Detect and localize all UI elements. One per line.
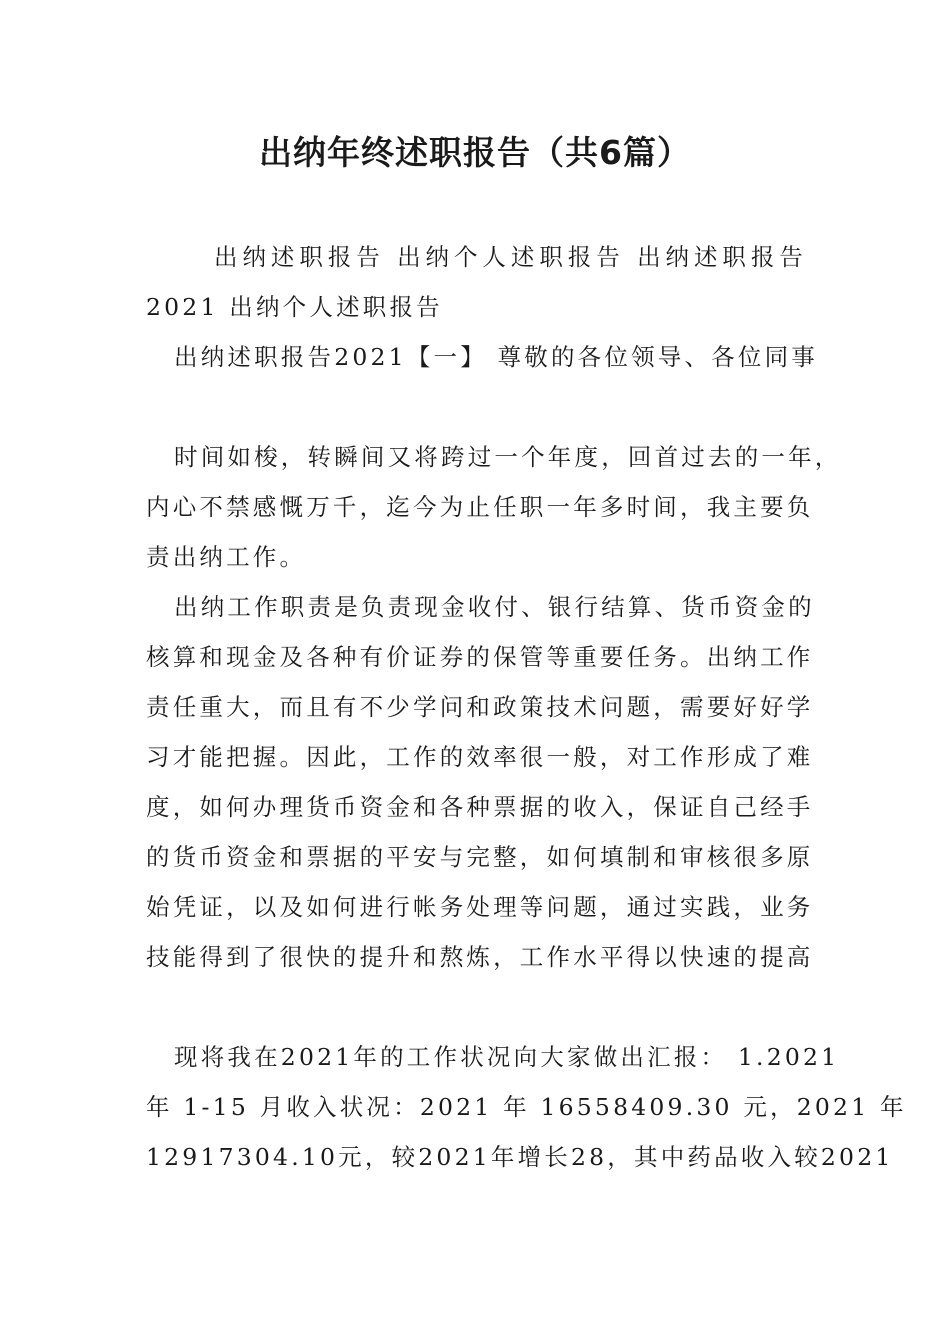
intro-line: 出纳述职报告2021【一】 尊敬的各位领导、各位同事 <box>174 343 818 371</box>
paragraph-line: 核算和现金及各种有价证券的保管等重要任务。出纳工作 <box>146 643 814 671</box>
paragraph-line: 出纳工作职责是负责现金收付、银行结算、货币资金的 <box>174 593 815 621</box>
paragraph-3 <box>146 1032 907 1182</box>
paragraph-line: 责任重大，而且有不少学问和政策技术问题，需要好好学 <box>146 693 814 721</box>
intro-line: 2021 出纳个人述职报告 <box>146 293 443 321</box>
paragraph-line: 始凭证，以及如何进行帐务处理等问题，通过实践，业务 <box>146 893 814 921</box>
paragraph-line: 时间如梭，转瞬间又将跨过一个年度，回首过去的一年， <box>174 443 842 471</box>
paragraph-line: 内心不禁感慨万千，迄今为止任职一年多时间，我主要负 <box>146 493 814 521</box>
paragraph-line: 习才能把握。因此，工作的效率很一般，对工作形成了难 <box>146 743 814 771</box>
paragraph-2 <box>146 582 815 982</box>
paragraph-line: 年 1-15 月收入状况：2021 年 16558409.30 元，2021 年 <box>146 1093 907 1121</box>
intro-block <box>146 232 818 382</box>
intro-line: 出纳述职报告 出纳个人述职报告 出纳述职报告 <box>214 243 806 271</box>
paragraph-line: 12917304.10元，较2021年增长28，其中药品收入较2021 <box>146 1143 894 1171</box>
paragraph-line: 度，如何办理货币资金和各种票据的收入，保证自己经手 <box>146 793 814 821</box>
paragraph-line: 技能得到了很快的提升和熬炼，工作水平得以快速的提高 <box>146 943 814 971</box>
paragraph-line: 现将我在2021年的工作状况向大家做出汇报： 1.2021 <box>174 1043 840 1071</box>
paragraph-line: 责出纳工作。 <box>146 543 307 571</box>
paragraph-line: 的货币资金和票据的平安与完整，如何填制和审核很多原 <box>146 843 814 871</box>
document-title: 出纳年终述职报告（共6篇） <box>259 133 691 172</box>
paragraph-1 <box>146 432 842 582</box>
